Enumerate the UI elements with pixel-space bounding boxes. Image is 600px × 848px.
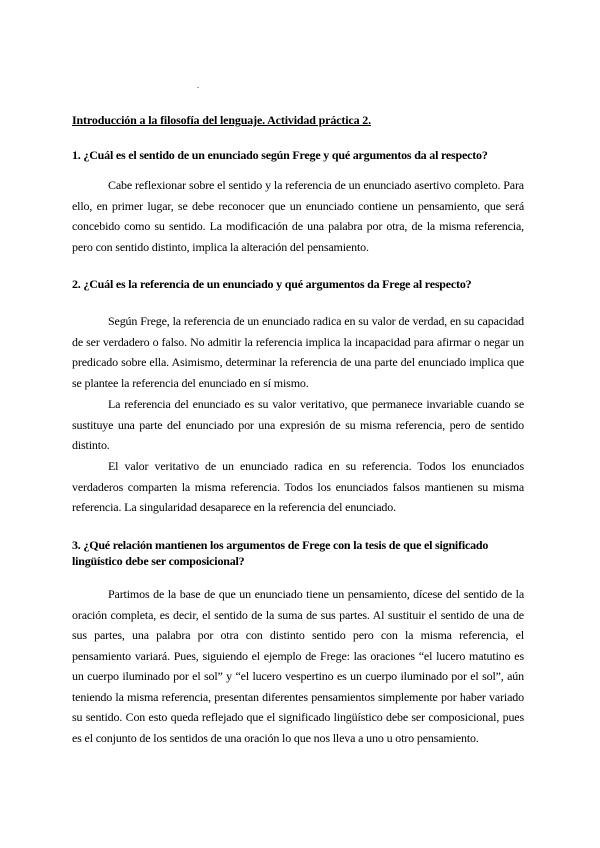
question-1-heading: 1. ¿Cuál es el sentido de un enunciado según Frege y qué argumentos da al respecto? [72,148,488,162]
section-2-paragraph-3: El valor veritativo de un enunciado radica en su referencia. Todos los enunciados verdaderos comparten la misma referencia. Todos los enunciados falsos mantienen su misma referencia. La singularidad desaparece en la referencia del enunciado. [72,459,524,514]
section-1-paragraph-1: Cabe reflexionar sobre el sentido y la referencia de un enunciado asertivo completo. Para ello, en primer lugar, se debe reconocer que un enunciado contiene un pensamiento, que será concebido como su sentido. La modificación de una palabra por otra, de la misma referencia, pero con sentido distinto, implica la alteración del pensamiento. [72,178,524,254]
section-2-paragraph-1: Según Frege, la referencia de un enunciado radica en su valor de verdad, en su capacidad de ser verdadero o falso. No admitir la referencia implica la incapacidad para afirmar o negar un predicado sobre ella. Asimismo, determinar la referencia de una parte del enunciado implica que se plantee la referencia del enunciado en sí mismo. [72,314,524,390]
header-mark: . [197,81,199,90]
question-3-heading: 3. ¿Qué relación mantienen los argumentos de Frege con la tesis de que el significado lingüístico debe ser composicional? [72,538,489,568]
document-title: Introducción a la filosofía del lenguaje. Actividad práctica 2. [72,113,371,127]
question-2-heading: 2. ¿Cuál es la referencia de un enunciado y qué argumentos da Frege al respecto? [72,277,472,291]
section-2-paragraph-2: La referencia del enunciado es su valor veritativo, que permanece invariable cuando se sustituye una parte del enunciado por una expresión de su misma referencia, pero de sentido distinto. [72,397,524,452]
section-3-paragraph-1: Partimos de la base de que un enunciado tiene un pensamiento, dícese del sentido de la oración completa, es decir, el sentido de la suma de sus partes. Al sustituir el sentido de una de sus partes, una palabra por otra con distinto sentido pero con la misma referencia, el pensamiento variará. Pues, siguiendo el ejemplo de Frege: las oraciones “el lucero matutino es un cuerpo iluminado por el sol” y “el lucero vespertino es un cuerpo iluminado por el sol”, aún teniendo la misma referencia, presentan diferentes pensamientos simplemente por haber variado su sentido. Con esto queda reflejado que el significado lingüístico debe ser composicional, pues es el conjunto de los sentidos de una oración lo que nos lleva a uno u otro pensamiento. [72,587,524,745]
